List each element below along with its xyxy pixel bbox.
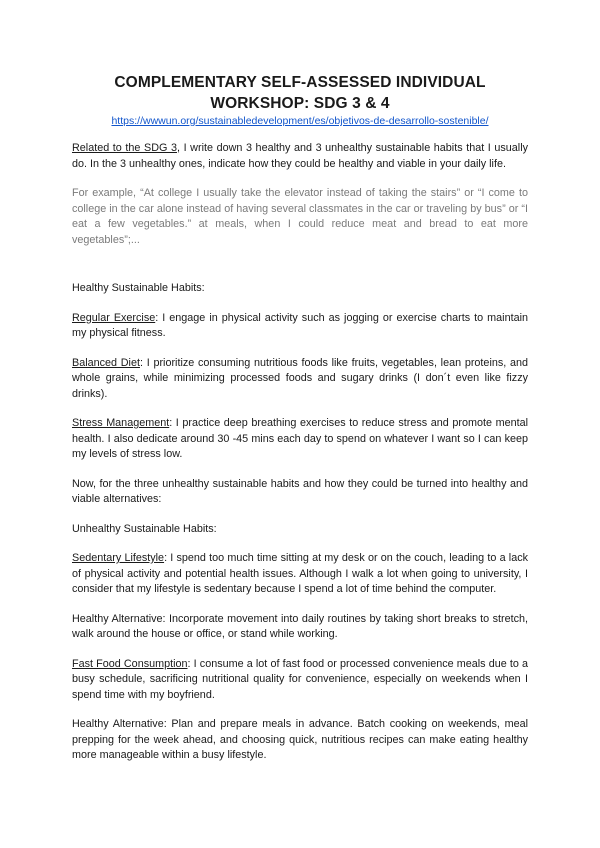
unhealthy-heading: Unhealthy Sustainable Habits: [72, 522, 217, 535]
healthy-item-balanced-diet [72, 356, 528, 403]
healthy-alternative-fast-food: Healthy Alternative: Plan and prepare meals in advance. Batch cooking on weekends, meal prepping for the week ahead, and choosing quick, nutritious recipes can make eating healthy more manageable within a busy lifestyle. [72, 718, 528, 761]
habit-text: : I spend too much time sitting at my desk or on the couch, leading to a lack of physical activity and potential health issues. Although I walk a lot when going to university, I consider that my lifestyle is sedentary because I spend a lot of time behind the computer. [72, 552, 529, 595]
habit-text: : I engage in physical activity such as jogging or exercise charts to maintain my physical fitness. [72, 311, 528, 339]
habit-label: Sedentary Lifestyle [72, 552, 165, 564]
sdg3-link[interactable]: Related to the SDG 3 [72, 142, 177, 154]
healthy-item-stress-management [72, 416, 528, 463]
habit-label: Regular Exercise [72, 311, 156, 324]
transition-paragraph: Now, for the three unhealthy sustainable habits and how they could be turned into healthy and viable alternatives: [72, 477, 528, 505]
healthy-alternative-sedentary: Healthy Alternative: Incorporate movement into daily routines by taking short breaks to stretch, walk around the house or office, or stand while working. [72, 612, 528, 640]
habit-label: Balanced Diet [72, 356, 140, 369]
page-title [72, 72, 528, 114]
intro-paragraph [72, 141, 528, 172]
intro-text: , I write down 3 healthy and 3 unhealthy sustainable habits that I usually do. In the 3 unhealthy ones, indicate how they could be healthy and viable in your daily life. [72, 142, 528, 170]
habit-text: : I practice deep breathing exercises to reduce stress and promote mental health. I also dedicate around 30 -45 mins each day to spend on whatever I want so I can keep my levels of stress low. [72, 417, 528, 460]
title-line-1: COMPLEMENTARY SELF-ASSESSED INDIVIDUAL [114, 74, 486, 91]
habit-text: : I consume a lot of fast food or processed convenience meals due to a busy schedule, sacrificing nutritional quality for convenience, especially on weekends when I spend time with my boyfriend. [72, 657, 528, 701]
unhealthy-item-sedentary-lifestyle [72, 551, 528, 598]
habit-text: : I prioritize consuming nutritious foods like fruits, vegetables, lean proteins, and whole grains, while minimizing processed foods and sugary drinks (I don´t even like fizzy drinks). [72, 356, 528, 400]
habit-label: Stress Management [72, 417, 170, 429]
title-line-2: WORKSHOP: SDG 3 & 4 [210, 95, 390, 112]
healthy-item-regular-exercise [72, 311, 528, 342]
sdg-url-link[interactable]: https://wwwun.org/sustainabledevelopment/es/objetivos-de-desarrollo-sostenible/ [111, 115, 489, 127]
healthy-heading: Healthy Sustainable Habits: [72, 282, 205, 294]
unhealthy-item-fast-food [72, 657, 528, 704]
example-paragraph: For example, “At college I usually take the elevator instead of taking the stairs” or “I come to college in the car alone instead of having several classmates in the car or traveling by bus” or “I eat a few vegetables.” at meals, when I could reduce meat and bread to eat more vegetables”;... [72, 187, 528, 246]
habit-label: Fast Food Consumption [72, 657, 188, 670]
